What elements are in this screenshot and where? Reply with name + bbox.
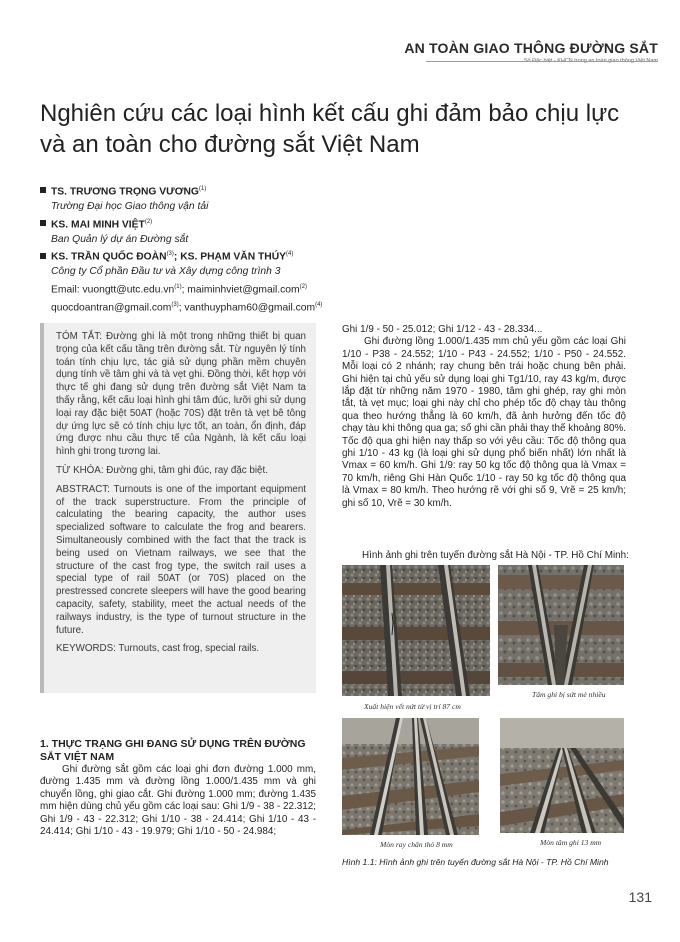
figure-caption: Hình 1.1: Hình ảnh ghi trên tuyến đường sắt Hà Nội - TP. Hồ Chí Minh: [342, 857, 609, 867]
photo-rail-crack: [342, 565, 490, 696]
abstract-box-bar: [40, 323, 44, 693]
photo-caption-4: Mòn tâm ghi 13 mm: [540, 838, 602, 847]
bullet-square-icon: [40, 253, 46, 259]
photo-caption-1: Xuất hiện vết nứt từ vị trí 87 cm: [364, 702, 461, 711]
abstract-text: [56, 331, 306, 662]
photo-worn-frog: [500, 718, 624, 833]
author-block: [40, 182, 640, 316]
title-line-2: và an toàn cho đường sắt Việt Nam: [40, 131, 420, 158]
bullet-square-icon: [40, 187, 46, 193]
page-number: 131: [628, 889, 652, 905]
author-1: TS. TRƯƠNG TRỌNG VƯƠNG$^{(1)}$: [40, 182, 640, 200]
author-2: KS. MAI MINH VIỆT$^{(2)}$: [40, 215, 640, 233]
header-rule: [426, 61, 658, 62]
author-3-4: KS. TRẦN QUỐC ĐOÀN$^{(3)}$; KS. PHẠM VĂN THÚY$^{(4)}$: [40, 247, 640, 265]
abstract-en: ABSTRACT: Turnouts is one of the important equipment of the track superstructure. From the principle of calculating the bearing capacity, the author uses specialized software to calculate the frog and bearers. Simultaneously combined with the fact that the track is being used on Vietnam railways, we see that the structure of the cast frog type, the switch rail uses a special type of rail 50AT (or 70S) placed on the prestressed concrete sleepers will have the good bearing capacity, safety, stability, meet the actual needs of the railways industry, is the type of turnout structure in the future.: [56, 483, 306, 636]
keywords-vn: TỪ KHÓA: Đường ghi, tâm ghi đúc, ray đặc biệt.: [56, 464, 268, 476]
section-1-paragraph: Ghi đường sắt gồm các loại ghi đơn đường 1.000 mm, đường 1.435 mm và đường lồng 1.000/1.435 mm và ghi chuyển lồng, ghi giao cắt. Ghi đường 1.000 mm; đường 1.435 mm hiện dùng chủ yếu gồm các loại sau: Ghi 1/9 - 38 - 22.312; Ghi 1/9 - 43 - 22.312; Ghi 1/10 - 38 - 24.414; Ghi 1/10 - 43 - 24.414; Ghi 1/10 - 43 - 19.979; Ghi 1/10 - 50 - 24.984;: [40, 764, 316, 838]
email-link-2[interactable]: ; maiminhviet@gmail.com: [181, 284, 300, 296]
keywords-en: KEYWORDS: Turnouts, cast frog, special rails.: [56, 643, 260, 655]
section-1-heading: 1. THỰC TRẠNG GHI ĐANG SỬ DỤNG TRÊN ĐƯỜNG SẮT VIỆT NAM: [40, 738, 306, 763]
email-line-1: Email: $vuongtt@utc.edu.vn^{(1)}$; maiminhviet@gmail.com$^{(2)}$: [51, 283, 307, 296]
photo-caption-3: Mòn ray chân thỏ 8 mm: [380, 840, 453, 849]
author-1-affiliation: Trường Đại học Giao thông vận tải: [51, 201, 209, 213]
bullet-square-icon: [40, 220, 46, 226]
article-title: [40, 98, 640, 160]
abstract-vn: TÓM TẮT: Đường ghi là một trong những thiết bị quan trọng của kết cấu tầng trên đường sắt. Từ nguyên lý tính toán tính chịu lực, tác giả sử dụng phần mềm chuyên dụng tính về tâm ghi và tà vẹt ghi. Đồng thời, kết hợp với thực tế ghi đang sử dụng trên đường sắt Việt Nam ta thấy rằng, kết cấu loại hình ghi tâm đúc, lưỡi ghi sử dụng loại ray đặc biệt 50AT (hoặc 70S) đặt trên tà vẹt bê tông dự ứng lực sẽ có tính chịu lực tốt, an toàn, ổn định, đáp ứng được nhu cầu thực tế của Ngành, là kết cấu loại hình ghi trong tương lai.: [56, 331, 306, 458]
photo-worn-rail: [342, 718, 479, 835]
col2-para-1: Ghi đường lồng 1.000/1.435 mm chủ yếu gồm các loại Ghi 1/10 - P38 - 24.552; 1/10 - P43 - 24.552; 1/10 - P50 - 24.552. Mỗi loại có 2 nhánh; ray chung bên trái hoặc chung bên phải. Ghi hiện tại chủ yếu sử dụng loại ghi Tg1/10, ray 43 kg/m, được lắp đặt từ những năm 1970 - 1980, tâm ghi ghép, ray ghi mòn tắt, tà vẹt mục; loại ghi này chỉ cho phép tốc độ chạy tàu thông qua theo hướng thẳng là 60 km/h, đã ảnh hưởng đến tốc độ chạy tàu khi thông qua ga; số ghi cần phải thay thế khoảng 80%. Tốc độ qua ghi hiện nay thấp so với yêu cầu: Tốc độ thông qua ghi 1/10 - 43 kg (là loại ghi sử dụng phổ biến nhất) lớn nhất là Vmax = 60 km/h. Ghi 1/9: ray 50 kg tốc độ thông qua là Vmax = 70 km/h, riêng Ghi Hàn Quốc 1/10 - ray 50 kg tốc độ thông qua là Vmax = 80 km/h. Theo hướng rẽ với ghi số 9, Vrẽ = 25 km/h; ghi số 10, Vrẽ = 30 km/h.: [342, 336, 626, 509]
email-link-1[interactable]: vuongtt@utc.edu.vn: [82, 284, 175, 296]
email-line-2: quocdoantran@gmail.com$^{(3)}$; vanthuypham60@gmail.com$^{(4)}$: [51, 301, 323, 314]
column-2-text: [342, 324, 626, 510]
col2-para-0: Ghi 1/9 - 50 - 25.012; Ghi 1/12 - 43 - 28.334...: [342, 324, 543, 335]
photo-frog-chipped: [498, 565, 624, 685]
email-link-4[interactable]: ; vanthuypham60@gmail.com: [178, 302, 316, 314]
header-section-title: AN TOÀN GIAO THÔNG ĐƯỜNG SẮT: [404, 40, 658, 56]
email-link-3[interactable]: quocdoantran@gmail.com: [51, 302, 172, 314]
photo-caption-2: Tâm ghi bị sứt mẻ nhiều: [532, 690, 606, 699]
author-2-affiliation: Ban Quản lý dự án Đường sắt: [51, 233, 189, 245]
title-line-1: Nghiên cứu các loại hình kết cấu ghi đảm bảo chịu lực: [40, 100, 620, 127]
author-3-4-affiliation: Công ty Cổ phần Đầu tư và Xây dựng công trình 3: [51, 266, 281, 278]
photos-intro: Hình ảnh ghi trên tuyến đường sắt Hà Nội - TP. Hồ Chí Minh:: [362, 550, 629, 561]
